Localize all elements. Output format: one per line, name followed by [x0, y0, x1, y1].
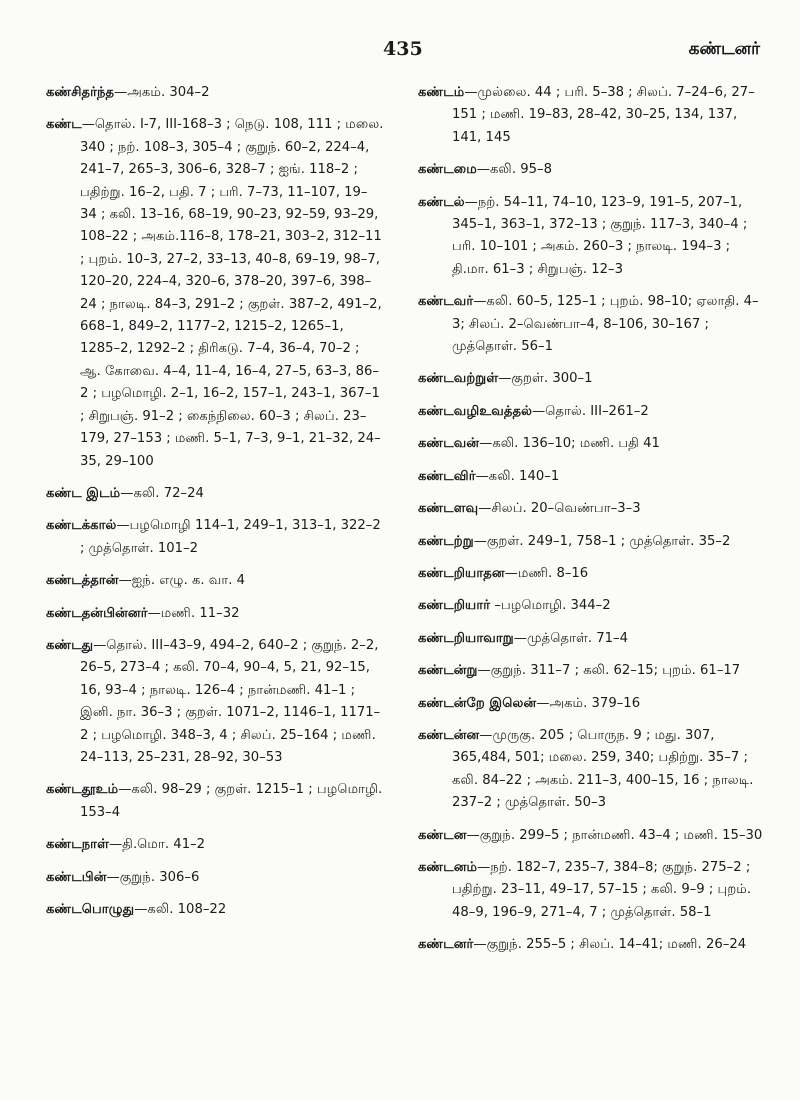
index-entry	[46, 483, 384, 505]
entry-references: —பழமொழி 114–1, 249–1, 313–1, 322–2 ; முத்தொள். 101–2	[80, 518, 381, 556]
entry-headword: கண்டவற்றுள்	[418, 371, 499, 387]
index-entry	[418, 368, 768, 390]
entry-references: —தொல். I-7, III-168–3 ; நெடு. 108, 111 ; மலை. 340 ; நற். 108–3, 305–4 ; குறுந். 60–2, 224–4, 241–7, 265–3, 306–6, 328–7 ; ஐங். 118–2 ; பதிற்று. 16–2, பதி. 7 ; பரி. 7–73, 11–107, 19–34 ; கலி. 13–16, 68–19, 90–23, 92–59, 93–29, 108–22 ; அகம்.116–8, 178–21, 303–2, 312–11 ; புறம். 10–3, 27–2, 33–13, 40–8, 69–19, 98–7, 120–20, 224–4, 320–6, 378–20, 397–6, 398–24 ; நாலடி. 84–3, 291–2 ; குறள். 387–2, 491–2, 668–1, 849–2, 1177–2, 1215–2, 1265–1, 1285–2, 1292–2 ; திரிகடு. 7–4, 36–4, 70–2 ; ஆ. கோவை. 4–4, 11–4, 16–4, 27–5, 63–3, 86–2 ; பழமொழி. 2–1, 16–2, 157–1, 243–1, 367–1 ; சிறுபஞ். 91–2 ; கைந்நிலை. 60–3 ; சிலப். 23–179, 27–153 ; மணி. 5–1, 7–3, 9–1, 21–32, 24–35, 29–100	[80, 117, 384, 469]
index-entry	[46, 114, 384, 473]
index-entry	[418, 563, 768, 585]
index-entry	[46, 82, 384, 104]
entry-references: —குறுந். 306–6	[106, 869, 200, 885]
index-entry	[418, 825, 768, 847]
index-entry	[418, 725, 768, 815]
entry-references: —ஐந். எழு. க. வா. 4	[118, 573, 246, 589]
entry-headword: கண்ட	[46, 117, 82, 133]
index-entry	[46, 570, 384, 592]
entry-references: —தொல். III–261–2	[532, 403, 649, 419]
entry-references: —நற். 54–11, 74–10, 123–9, 191–5, 207–1, 345–1, 363–1, 372–13 ; குறுந். 117–3, 340–4 ; பரி. 10–101 ; அகம். 260–3 ; நாலடி. 194–3 ; தி.மா. 61–3 ; சிறுபஞ். 12–3	[452, 194, 748, 277]
index-entry	[418, 466, 768, 488]
entry-headword: கண்டவர்	[418, 294, 474, 310]
entry-headword: கண்டன	[418, 827, 467, 843]
entry-references: —கலி. 72–24	[120, 485, 204, 501]
entry-headword: கண்டல்	[418, 194, 465, 210]
index-entry	[418, 291, 768, 358]
index-entry	[46, 515, 384, 560]
entry-references: —கலி. 98–29 ; குறள். 1215–1 ; பழமொழி. 153–4	[80, 782, 383, 820]
entry-headword: கண்டதூஉம்	[46, 782, 119, 798]
index-entry	[46, 867, 384, 889]
index-entry	[46, 603, 384, 625]
entry-references: —கலி. 95–8	[476, 162, 553, 178]
entry-references: —நற். 182–7, 235–7, 384–8; குறுந். 275–2 ; பதிற்று. 23–11, 49–17, 57–15 ; கலி. 9–9 ; புறம். 48–9, 196–9, 271–4, 7 ; முத்தொள். 58–1	[452, 859, 752, 920]
entry-headword: கண்டது	[46, 637, 94, 653]
index-entry	[418, 498, 768, 520]
entry-references: —அகம். 304–2	[114, 85, 210, 100]
entry-headword: கண்டநாள்	[46, 837, 109, 853]
index-entry	[418, 693, 768, 715]
entry-references: —முல்லை. 44 ; பரி. 5–38 ; சிலப். 7–24–6, 27–151 ; மணி. 19–83, 28–42, 30–25, 134, 137, 141, 145	[452, 85, 755, 145]
index-entry	[418, 934, 768, 956]
index-entry	[418, 595, 768, 617]
entry-references: –பழமொழி. 344–2	[490, 598, 611, 614]
index-entry	[418, 531, 768, 553]
index-entry	[418, 660, 768, 682]
entry-headword: கண்டவழிஉவத்தல்	[418, 403, 533, 419]
entry-references: —கலி. 140–1	[475, 468, 560, 484]
page-header	[0, 38, 800, 68]
entry-references: —அகம். 379–16	[536, 695, 641, 711]
index-entry	[418, 192, 768, 282]
entry-headword: கண்டன்று	[418, 663, 478, 679]
index-entry	[46, 899, 384, 921]
entry-headword: கண்டறியார்	[418, 598, 491, 614]
entry-headword: கண்டனம்	[418, 859, 478, 875]
entry-references: —மணி. 8–16	[504, 565, 589, 581]
index-entry	[46, 834, 384, 856]
entry-references: —தொல். III–43–9, 494–2, 640–2 ; குறுந். 2–2, 26–5, 273–4 ; கலி. 70–4, 90–4, 5, 21, 92–15, 16, 93–4 ; நாலடி. 126–4 ; நான்மணி. 41–1 ; இனி. நா. 36–3 ; குறள். 1071–2, 1146–1, 1171–2 ; பழமொழி. 348–3, 4 ; சிலப். 25–164 ; மணி. 24–113, 25–231, 28–92, 30–53	[80, 637, 381, 765]
entry-references: —குறுந். 311–7 ; கலி. 62–15; புறம். 61–17	[477, 663, 741, 679]
right-column	[418, 82, 768, 967]
entry-headword: கண்டன்ன	[418, 727, 480, 743]
entry-references: —மணி. 11–32	[147, 605, 240, 621]
index-entry	[418, 82, 768, 149]
entry-headword: கண்டக்கால்	[46, 518, 117, 534]
entry-references: —கலி. 136–10; மணி. பதி 41	[479, 436, 660, 452]
page-number: 435	[383, 38, 423, 60]
entry-headword: கண்டன்றே இலென்	[418, 695, 537, 711]
entry-headword: கண்டனர்	[418, 937, 474, 953]
index-entry	[418, 401, 768, 423]
entry-references: —கலி. 60–5, 125–1 ; புறம். 98–10; ஏலாதி. 4–3; சிலப். 2–வெண்பா–4, 8–106, 30–167 ; முத்தொள். 56–1	[452, 294, 759, 355]
entry-headword: கண்டறியாவாறு	[418, 630, 514, 646]
entry-headword: கண்டத்தான்	[46, 573, 119, 589]
entry-headword: கண்டபின்	[46, 869, 107, 885]
entry-headword: கண்டமை	[418, 162, 477, 178]
running-head: கண்டனர்	[688, 39, 760, 59]
entry-references: —சிலப். 20–வெண்பா–3–3	[478, 501, 641, 517]
index-entry	[418, 857, 768, 924]
entry-references: —குறள். 300–1	[498, 371, 593, 387]
entry-references: —முருகு. 205 ; பொருந. 9 ; மது. 307, 365,484, 501; மலை. 259, 340; பதிற்று. 35–7 ; கலி. 84–22 ; அகம். 211–3, 400–15, 16 ; நாலடி. 237–2 ; முத்தொள். 50–3	[452, 727, 754, 811]
entry-headword: கண்டபொழுது	[46, 902, 135, 917]
index-entry	[46, 779, 384, 824]
entry-headword: கண்டளவு	[418, 501, 479, 517]
left-column	[46, 82, 384, 931]
index-entry	[46, 635, 384, 769]
entry-references: —தி.மொ. 41–2	[108, 837, 206, 853]
entry-headword: கண்டதன்பின்னர்	[46, 605, 148, 621]
index-entry	[418, 159, 768, 181]
entry-references: —கலி. 108–22	[134, 902, 227, 917]
entry-headword: கண்சிதர்ந்த	[46, 85, 115, 100]
index-entry	[418, 628, 768, 650]
entry-headword: கண்டறியாதன	[418, 565, 505, 581]
entry-headword: கண்டம்	[418, 85, 465, 100]
index-entry	[418, 433, 768, 455]
entry-headword: கண்டவன்	[418, 436, 480, 452]
entry-references: —முத்தொள். 71–4	[513, 630, 629, 646]
entry-references: —குறுந். 299–5 ; நான்மணி. 43–4 ; மணி. 15–30	[466, 827, 763, 843]
entry-references: —குறுந். 255–5 ; சிலப். 14–41; மணி. 26–24	[473, 937, 747, 953]
entry-headword: கண்டற்று	[418, 533, 474, 549]
entry-headword: கண்ட இடம்	[46, 485, 121, 501]
entry-headword: கண்டவிர்	[418, 468, 476, 484]
entry-references: —குறள். 249–1, 758–1 ; முத்தொள். 35–2	[473, 533, 731, 549]
